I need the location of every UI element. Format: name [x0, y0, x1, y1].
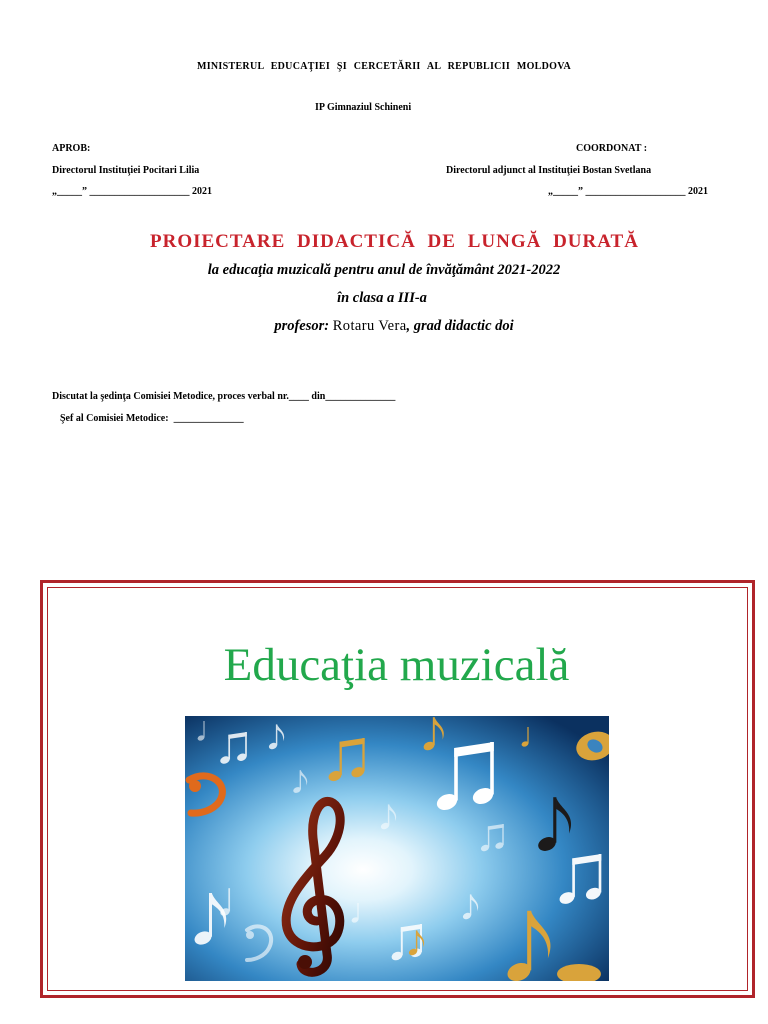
- cover-heading: Educaţia muzicală: [223, 639, 570, 691]
- approve-label: APROB:: [52, 143, 91, 154]
- commission-discussion-line: Discutat la şedinţa Comisiei Metodice, proces verbal nr.____ din______________: [52, 391, 396, 402]
- ministry-header: MINISTERUL EDUCAŢIEI ŞI CERCETĂRII AL REPUBLICII MOLDOVA: [196, 61, 572, 72]
- document-title: PROIECTARE DIDACTICĂ DE LUNGĂ DURATĂ: [150, 231, 639, 252]
- coordinated-date-line: „_____” ____________________ 2021: [548, 186, 708, 197]
- music-notes-image: [185, 716, 609, 981]
- class-line: în clasa a III-a: [337, 290, 427, 306]
- teacher-line: [20, 318, 768, 335]
- commission-head-line: Şef al Comisiei Metodice: ______________: [60, 413, 244, 424]
- teacher-label: profesor:: [274, 318, 330, 334]
- teacher-name: Rotaru Vera: [332, 318, 407, 334]
- teacher-grade: , grad didactic doi: [406, 318, 514, 334]
- subject-line: la educaţia muzicală pentru anul de învăţământ 2021-2022: [207, 262, 561, 278]
- director-name: Directorul Instituţiei Pocitari Lilia: [52, 165, 200, 176]
- school-name: IP Gimnaziul Schineni: [315, 102, 412, 113]
- deputy-director-name: Directorul adjunct al Instituţiei Bostan Svetlana: [446, 165, 652, 176]
- coordinated-label: COORDONAT :: [576, 143, 648, 154]
- approve-date-line: „_____” ____________________ 2021: [52, 186, 212, 197]
